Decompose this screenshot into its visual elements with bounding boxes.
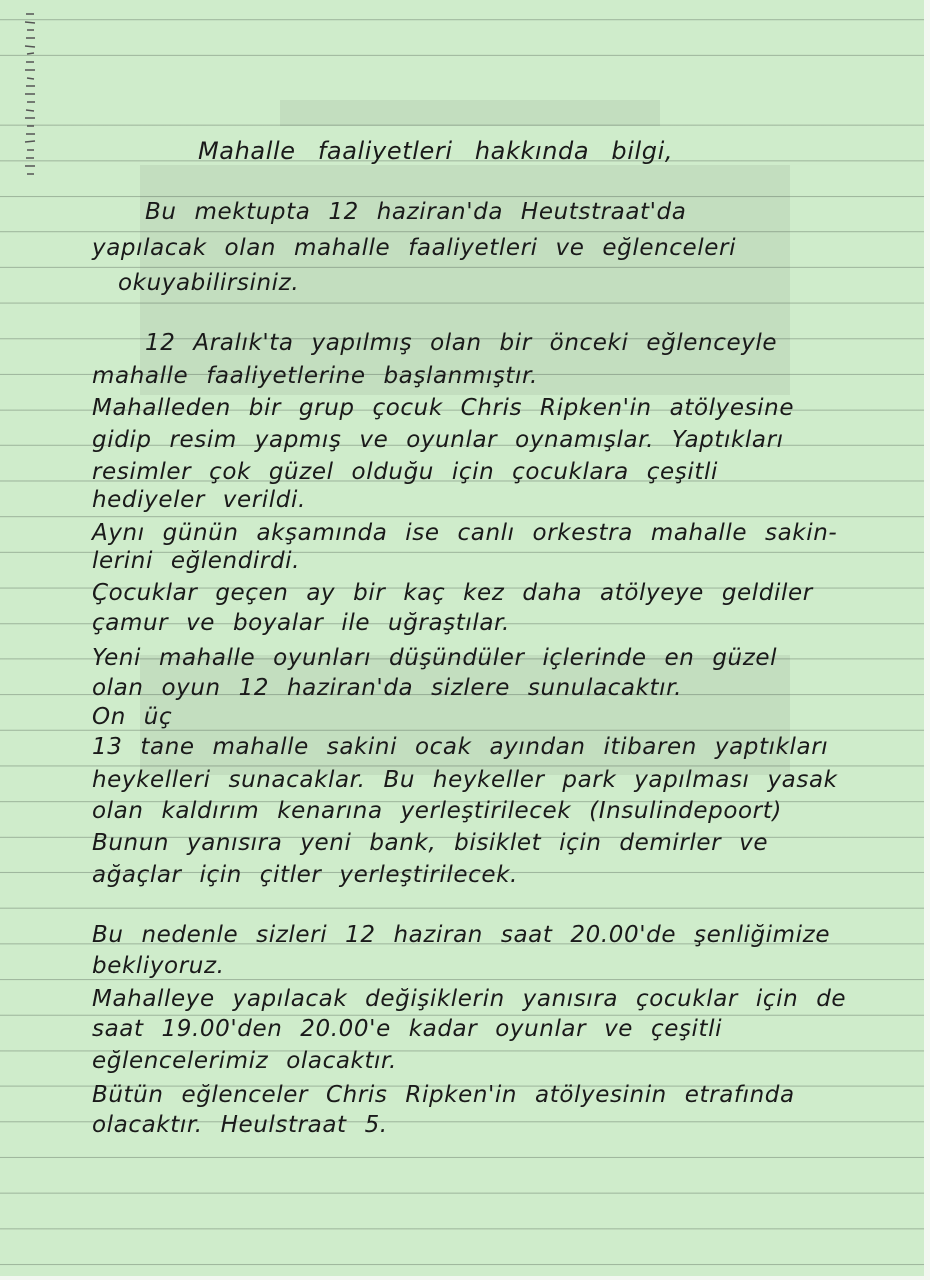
letter-line: resimler çok güzel olduğu için çocuklara çeşitli xyxy=(92,459,718,485)
letter-line: mahalle faaliyetlerine başlanmıştır. xyxy=(92,363,538,389)
letter-line: olacaktır. Heulstraat 5. xyxy=(92,1112,388,1138)
letter-line: On üç xyxy=(92,704,173,730)
letter-line: gidip resim yapmış ve oyunlar oynamışlar. Yaptıkları xyxy=(92,427,784,453)
letter-line: bekliyoruz. xyxy=(92,953,225,979)
letter-line: ağaçlar için çitler yerleştirilecek. xyxy=(92,862,518,888)
letter-line: 13 tane mahalle sakini ocak ayından itibaren yaptıkları xyxy=(92,734,829,760)
letter-line: saat 19.00'den 20.00'e kadar oyunlar ve çeşitli xyxy=(92,1016,723,1042)
letter-line: olan oyun 12 haziran'da sizlere sunulacaktır. xyxy=(92,675,682,701)
letter-line: olan kaldırım kenarına yerleştirilecek (Insulindepoort) xyxy=(92,798,782,824)
letter-line: Bütün eğlenceler Chris Ripken'in atölyesinin etrafında xyxy=(92,1082,795,1108)
letter-line: çamur ve boyalar ile uğraştılar. xyxy=(92,610,510,636)
letter-line: okuyabilirsiniz. xyxy=(118,270,300,296)
letter-line: 12 Aralık'ta yapılmış olan bir önceki eğlenceyle xyxy=(145,330,778,356)
letter-line: lerini eğlendirdi. xyxy=(92,548,301,574)
letter-line: Çocuklar geçen ay bir kaç kez daha atölyeye geldiler xyxy=(92,580,813,606)
letter-line: Bu nedenle sizleri 12 haziran saat 20.00'de şenliğimize xyxy=(92,922,831,948)
letter-line: Mahalleye yapılacak değişiklerin yanısıra çocuklar için de xyxy=(92,986,847,1012)
letter-line: heykelleri sunacaklar. Bu heykeller park yapılması yasak xyxy=(92,767,838,793)
letter-line: Bu mektupta 12 haziran'da Heutstraat'da xyxy=(145,199,687,225)
letter-line: eğlencelerimiz olacaktır. xyxy=(92,1048,397,1074)
letter-line: Bunun yanısıra yeni bank, bisiklet için demirler ve xyxy=(92,830,769,856)
letter-line: Aynı günün akşamında ise canlı orkestra mahalle sakin- xyxy=(92,520,838,546)
letter-line: yapılacak olan mahalle faaliyetleri ve eğlenceleri xyxy=(92,235,737,261)
letter-line: hediyeler verildi. xyxy=(92,487,306,513)
letter-line: Mahalleden bir grup çocuk Chris Ripken'in atölyesine xyxy=(92,395,795,421)
letter-line: Yeni mahalle oyunları düşündüler içlerinde en güzel xyxy=(92,645,778,671)
letter-title: Mahalle faaliyetleri hakkında bilgi, xyxy=(198,137,674,165)
